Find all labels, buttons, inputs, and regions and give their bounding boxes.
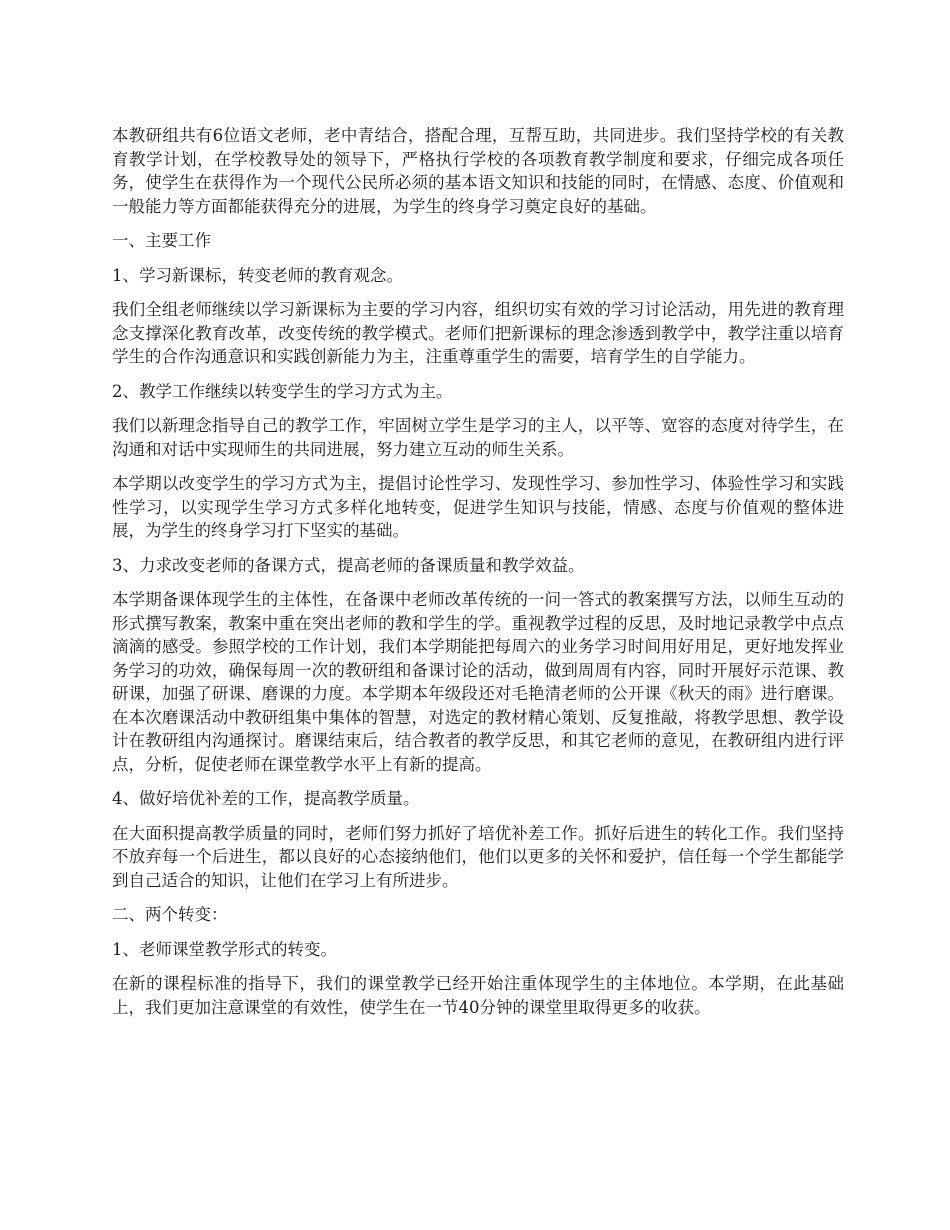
paragraph-new-concept: 我们以新理念指导自己的教学工作，牢固树立学生是学习的主人，以平等、宽容的态度对待学生，在沟通和对话中实现师生的共同进展，努力建立互动的师生关系。 xyxy=(112,416,844,459)
subheading-change-1: 1、老师课堂教学形式的转变。 xyxy=(112,939,337,959)
paragraph-tutoring: 在大面积提高教学质量的同时，老师们努力抓好了培优补差工作。抓好后进生的转化工作。我们坚持不放弃每一个后进生，都以良好的心态接纳他们，他们以更多的关怀和爱护，信任每一个学生都能学到自己适合的知识，让他们在学习上有所进步。 xyxy=(112,823,844,890)
paragraph-lesson-prep: 本学期备课体现学生的主体性，在备课中老师改革传统的一问一答式的教案撰写方法，以师生互动的形式撰写教案，教案中重在突出老师的教和学生的学。重视教学过程的反思，及时地记录教学中点点滴滴的感受。参照学校的工作计划，我们本学期能把每周六的业务学习时间用好用足，更好地发挥业务学习的功效，确保每周一次的教研组和备课讨论的活动，做到周周有内容，同时开展好示范课、教研课，加强了研课、磨课的力度。本学期本年级段还对毛艳清老师的公开课《秋天的雨》进行磨课。在本次磨课活动中教研组集中集体的智慧，对选定的教材精心策划、反复推敲，将教学思想、教学设计在教研组内沟通探讨。磨课结束后，结合教者的教学反思，和其它老师的意见，在教研组内进行评点，分析，促使老师在课堂教学水平上有新的提高。 xyxy=(112,590,844,774)
section-heading-two-changes: 二、两个转变： xyxy=(112,905,228,924)
paragraph-learning-style: 本学期以改变学生的学习方式为主，提倡讨论性学习、发现性学习、参加性学习、体验性学习和实践性学习，以实现学生学习方式多样化地转变，促进学生知识与技能，情感、态度与价值观的整体进展，为学生的终身学习打下坚实的基础。 xyxy=(112,474,844,540)
subheading-1: 1、学习新课标，转变老师的教育观念。 xyxy=(112,265,403,285)
document-body xyxy=(112,124,844,1030)
paragraph-intro: 本教研组共有6位语文老师，老中青结合，搭配合理，互帮互助，共同进步。我们坚持学校的有关教育教学计划，在学校教导处的领导下，严格执行学校的各项教育教学制度和要求，仔细完成各项任务，使学生在获得作为一个现代公民所必须的基本语文知识和技能的同时，在情感、态度、价值观和一般能力等方面都能获得充分的进展，为学生的终身学习奠定良好的基础。 xyxy=(112,126,844,216)
paragraph-new-curriculum: 我们全组老师继续以学习新课标为主要的学习内容，组织切实有效的学习讨论活动，用先进的教育理念支撑深化教育改革，改变传统的教学模式。老师们把新课标的理念渗透到教学中，教学注重以培育学生的合作沟通意识和实践创新能力为主，注重尊重学生的需要，培育学生的自学能力。 xyxy=(112,300,844,366)
subheading-2: 2、教学工作继续以转变学生的学习方式为主。 xyxy=(112,381,453,401)
subheading-4: 4、做好培优补差的工作，提高教学质量。 xyxy=(112,789,420,808)
section-heading-main-work: 一、主要工作 xyxy=(112,231,211,250)
subheading-3: 3、力求改变老师的备课方式，提高老师的备课质量和教学效益。 xyxy=(112,555,585,575)
paragraph-classroom: 在新的课程标准的指导下，我们的课堂教学已经开始注重体现学生的主体地位。本学期，在此基础上，我们更加注意课堂的有效性，使学生在一节40分钟的课堂里取得更多的收获。 xyxy=(112,974,844,1017)
